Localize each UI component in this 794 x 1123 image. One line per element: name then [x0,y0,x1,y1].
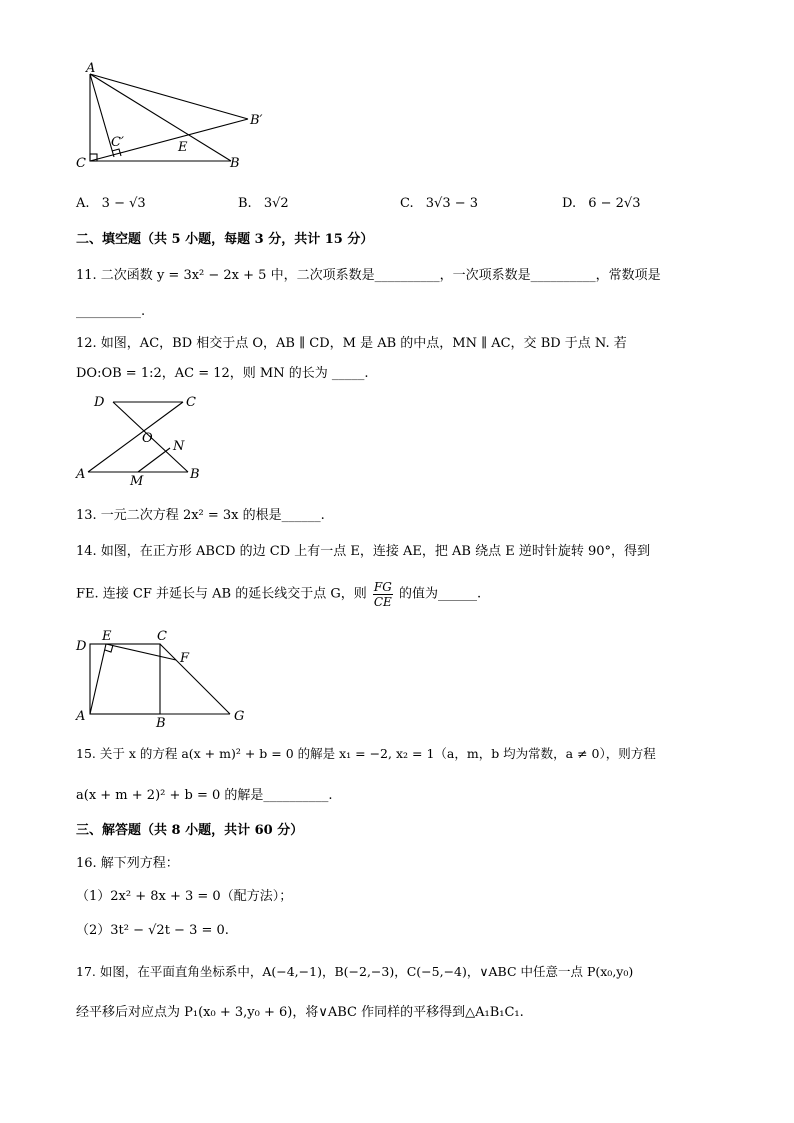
label-B-prime: B′ [250,113,263,128]
q14-line-2-pre: FE. 连接 CF 并延长与 AB 的延长线交于点 G，则 [76,586,367,602]
q12-line-1: 12. 如图，AC，BD 相交于点 O，AB ∥ CD，M 是 AB 的中点，MN ∥ AC，交 BD 于点 N. 若 [76,336,627,351]
option-A [76,196,146,211]
q11-line-1: 11. 二次函数 y = 3x² − 2x + 5 中，二次项系数是__________，一次项系数是__________，常数项是 [76,268,661,283]
label-C: C [186,395,196,410]
q14-fraction-denominator: CE [373,595,392,609]
option-C [400,196,478,211]
segment-AB-prime [90,74,248,119]
q16-intro: 16. 解下列方程： [76,856,179,871]
label-C: C [76,156,86,171]
q14-line-2-post: 的值为______. [398,586,482,602]
option-D-letter: D. [562,196,577,211]
figure-q10 [70,60,280,175]
option-B [238,196,289,211]
q16-part-2: （2）3t² − √2t − 3 = 0. [76,923,229,938]
label-O: O [142,431,153,446]
figure-q14 [72,626,252,730]
label-C: C [157,629,167,644]
segment-AE [90,644,106,714]
q11-line-2: __________. [76,304,146,319]
label-A: A [76,467,86,482]
q13-text: 13. 一元二次方程 2x² = 3x 的根是______. [76,508,325,523]
segment-MN [138,448,170,472]
label-N: N [173,439,185,454]
q14-line-2 [76,580,481,618]
option-B-value: 3√2 [263,196,289,211]
option-C-letter: C. [400,196,414,211]
label-A: A [86,61,96,76]
q14-line-1: 14. 如图，在正方形 ABCD 的边 CD 上有一点 E，连接 AE，把 AB 绕点 E 逆时针旋转 90°，得到 [76,544,651,559]
section-3-heading: 三、解答题（共 8 小题，共计 60 分） [76,823,304,838]
label-D: D [76,639,87,654]
q17-line-2: 经平移后对应点为 P₁(x₀ + 3,y₀ + 6)，将∨ABC 作同样的平移得到△A₁B₁C₁. [76,1005,524,1020]
label-M: M [130,474,144,489]
q17-line-1: 17. 如图，在平面直角坐标系中，A(−4,−1)，B(−2,−3)，C(−5,−4)，∨ABC 中任意一点 P(x₀,y₀) [76,964,634,979]
label-C-prime: C′ [111,135,124,150]
label-G: G [234,709,245,724]
label-B: B [156,716,166,730]
option-A-value: 3 − √3 [101,196,146,211]
option-A-letter: A. [76,196,90,211]
label-B: B [230,156,240,171]
option-D-value: 6 − 2√3 [588,196,641,211]
label-E: E [178,140,188,155]
label-E: E [102,629,112,644]
q15-line-2: a(x + m + 2)² + b = 0 的解是__________. [76,788,333,803]
q12-line-2: DO:OB = 1:2，AC = 12，则 MN 的长为 _____. [76,366,369,381]
option-B-letter: B. [238,196,252,211]
q15-line-1: 15. 关于 x 的方程 a(x + m)² + b = 0 的解是 x₁ = −2, x₂ = 1（a，m，b 均为常数，a ≠ 0），则方程 [76,746,656,761]
option-D [562,196,641,211]
label-D: D [94,395,105,410]
option-C-value: 3√3 − 3 [425,196,479,211]
q14-fraction-numerator: FG [373,580,392,594]
segment-CG [160,644,230,714]
q16-part-1: （1）2x² + 8x + 3 = 0（配方法）； [76,889,293,904]
segment-AC [88,402,183,472]
figure-q12 [72,390,212,490]
label-F: F [180,651,190,666]
q14-fraction [373,580,393,609]
right-angle-mark-E [105,645,113,652]
segment-EF [106,644,176,660]
label-A: A [76,709,86,724]
section-2-heading: 二、填空题（共 5 小题，每题 3 分，共计 15 分） [76,232,374,247]
label-B: B [190,467,200,482]
